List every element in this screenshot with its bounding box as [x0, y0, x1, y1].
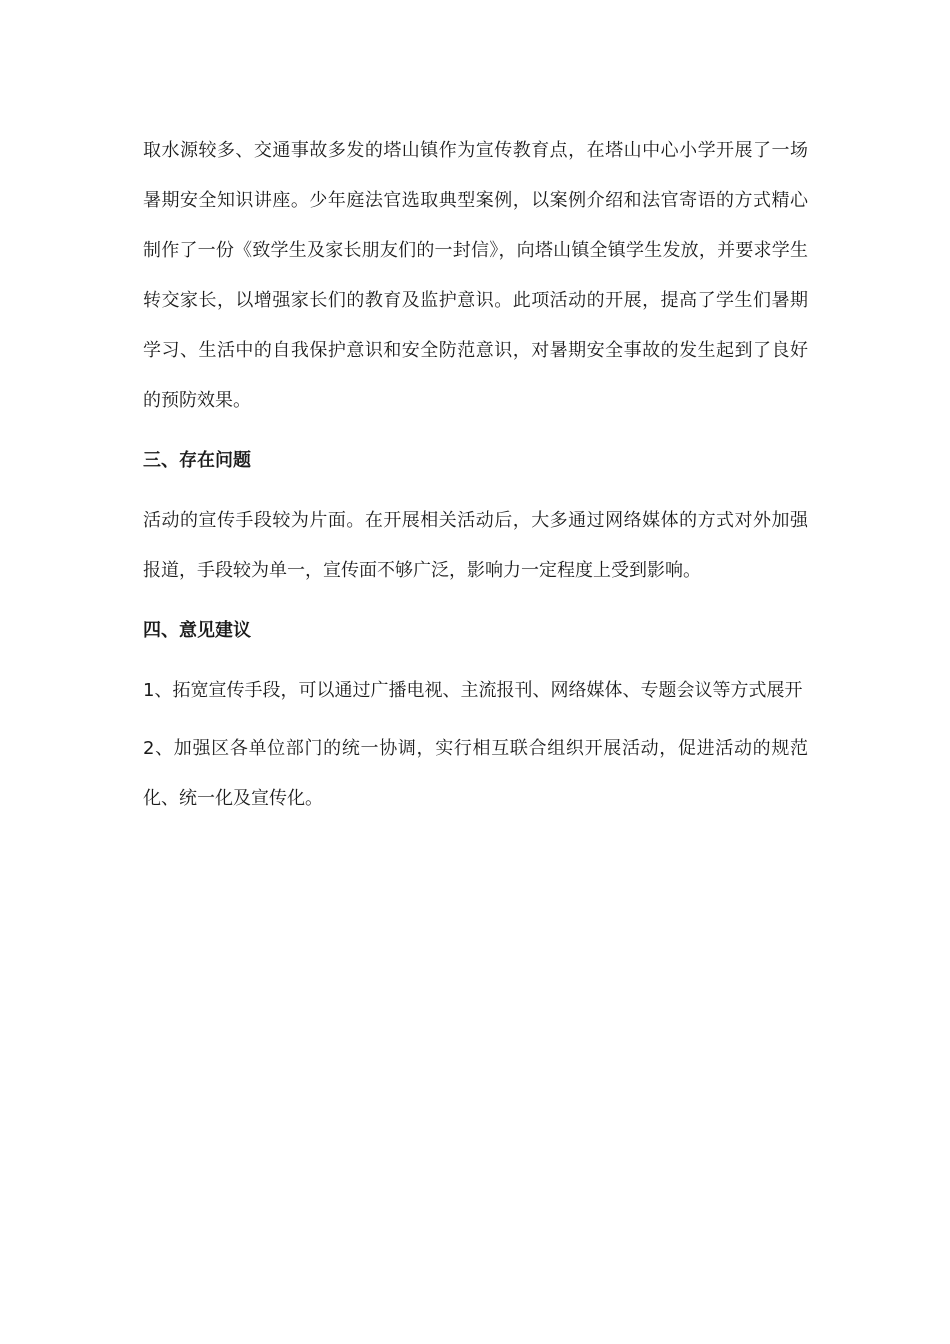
suggestion-item-1: 1、拓宽宣传手段，可以通过广播电视、主流报刊、网络媒体、专题会议等方式展开: [143, 680, 803, 701]
problems-paragraph: 活动的宣传手段较为片面。在开展相关活动后，大多通过网络媒体的方式对外加强报道，手段较为单一，宣传面不够广泛，影响力一定程度上受到影响。: [143, 510, 808, 581]
intro-paragraph: 取水源较多、交通事故多发的塔山镇作为宣传教育点，在塔山中心小学开展了一场暑期安全知识讲座。少年庭法官选取典型案例，以案例介绍和法官寄语的方式精心制作了一份《致学生及家长朋友们的一封信》，向塔山镇全镇学生发放，并要求学生转交家长，以增强家长们的教育及监护意识。此项活动的开展，提高了学生们暑期学习、生活中的自我保护意识和安全防范意识，对暑期安全事故的发生起到了良好的预防效果。: [143, 140, 808, 411]
section-heading-problems: 三、存在问题: [143, 450, 251, 471]
document-body: [143, 126, 808, 824]
suggestion-item-2: 2、加强区各单位部门的统一协调，实行相互联合组织开展活动，促进活动的规范化、统一化及宣传化。: [143, 738, 808, 809]
section-heading-suggestions: 四、意见建议: [143, 620, 251, 641]
